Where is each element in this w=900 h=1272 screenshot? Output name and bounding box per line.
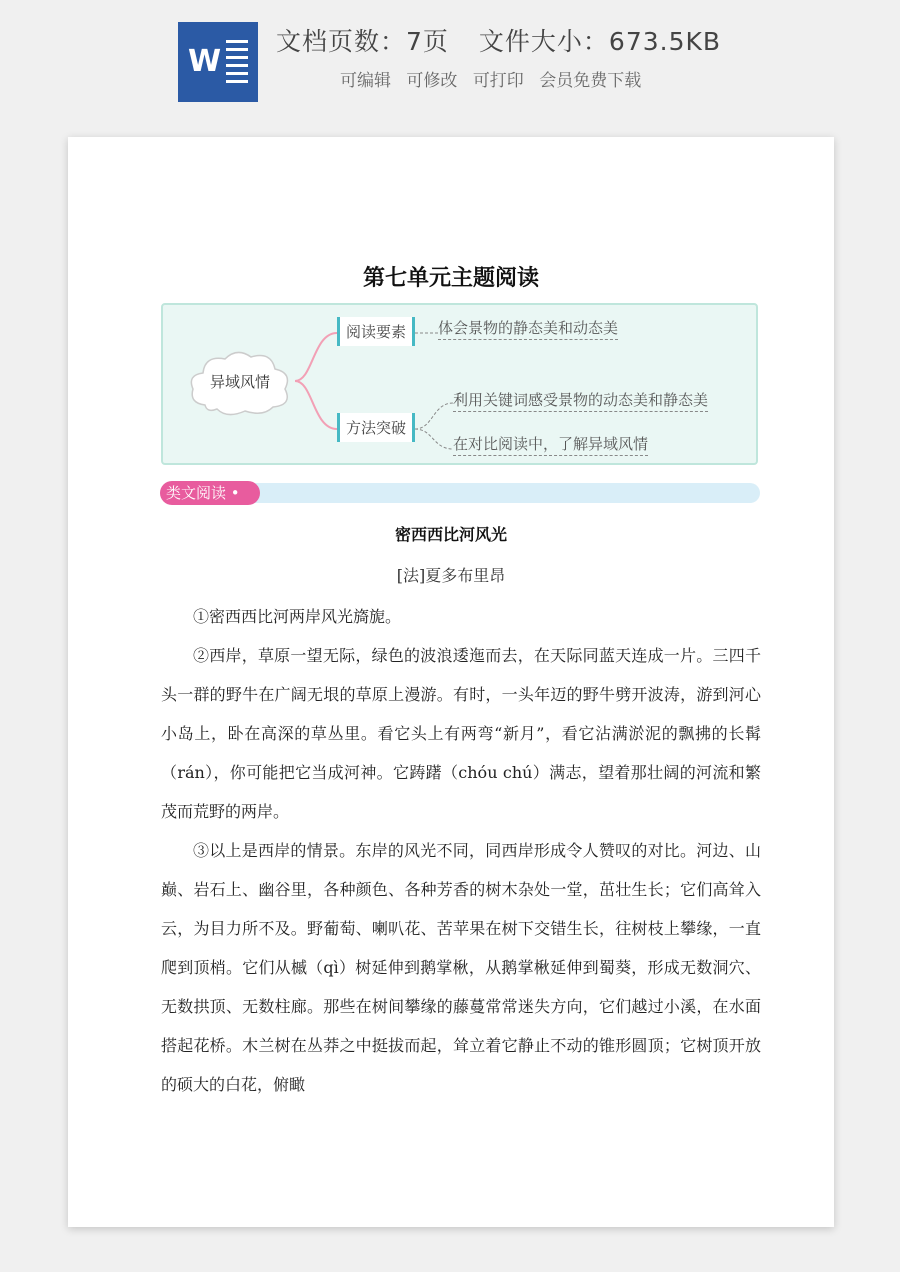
article-title: 密西西比河风光 bbox=[394, 525, 507, 544]
article-body bbox=[161, 597, 761, 1104]
page-count: 文档页数：7页 bbox=[276, 27, 449, 56]
article-author: [法]夏多布里昂 bbox=[396, 566, 506, 585]
download-header bbox=[0, 0, 900, 130]
feature-list bbox=[340, 66, 651, 91]
section-tag: 类文阅读 • bbox=[160, 481, 260, 505]
leaf-static-dynamic-beauty: 体会景物的静态美和动态美 bbox=[438, 317, 618, 340]
leaf-keywords: 利用关键词感受景物的动态美和静态美 bbox=[453, 389, 708, 412]
paragraph: ②西岸，草原一望无际，绿色的波浪逶迤而去，在天际同蓝天连成一片。三四千头一群的野牛在广阔无垠的草原上漫游。有时，一头年迈的野牛劈开波涛，游到河心小岛上，卧在高深的草丛里。看它头上有两弯“新月”，看它沾满淤泥的飘拂的长髯（rán），你可能把它当成河神。它踌躇（chóu chú）满志，望着那壮阔的河流和繁茂而荒野的两岸。 bbox=[161, 646, 761, 821]
leaf-comparison: 在对比阅读中，了解异域风情 bbox=[453, 433, 648, 456]
paragraph: ①密西西比河两岸风光旖旎。 bbox=[193, 607, 402, 626]
feature-modifiable: 可修改 bbox=[406, 71, 458, 91]
paragraph: ③以上是西岸的情景。东岸的风光不同，同西岸形成令人赞叹的对比。河边、山巅、岩石上、幽谷里，各种颜色、各种芳香的树木杂处一堂，茁壮生长；它们高耸入云，为目力所不及。野葡萄、喇叭花、苦苹果在树下交错生长，往树枝上攀缘，一直爬到顶梢。它们从槭（qì）树延伸到鹅掌楸，从鹅掌楸延伸到蜀葵，形成无数洞穴、无数拱顶、无数柱廊。那些在树间攀缘的藤蔓常常迷失方向，它们越过小溪，在水面搭起花桥。木兰树在丛莽之中挺拔而起，耸立着它静止不动的锥形圆顶；它树顶开放的硕大的白花，俯瞰 bbox=[161, 841, 761, 1094]
file-size: 文件大小：673.5KB bbox=[478, 27, 722, 56]
root-node bbox=[185, 345, 295, 419]
page-title: 第七单元主题阅读 bbox=[362, 266, 539, 291]
feature-printable: 可打印 bbox=[472, 71, 524, 91]
word-lines-icon bbox=[226, 40, 248, 88]
feature-free-download: 会员免费下载 bbox=[539, 71, 642, 91]
section-bar bbox=[160, 483, 760, 503]
document-page bbox=[68, 137, 834, 1227]
word-letter: W bbox=[188, 44, 222, 79]
branch-method: 方法突破 bbox=[337, 413, 415, 442]
branch-reading-elements: 阅读要素 bbox=[337, 317, 415, 346]
root-label: 异域风情 bbox=[209, 373, 270, 391]
doc-info bbox=[276, 22, 721, 58]
word-doc-icon bbox=[178, 22, 258, 102]
feature-editable: 可编辑 bbox=[340, 71, 391, 91]
mindmap bbox=[161, 303, 758, 465]
